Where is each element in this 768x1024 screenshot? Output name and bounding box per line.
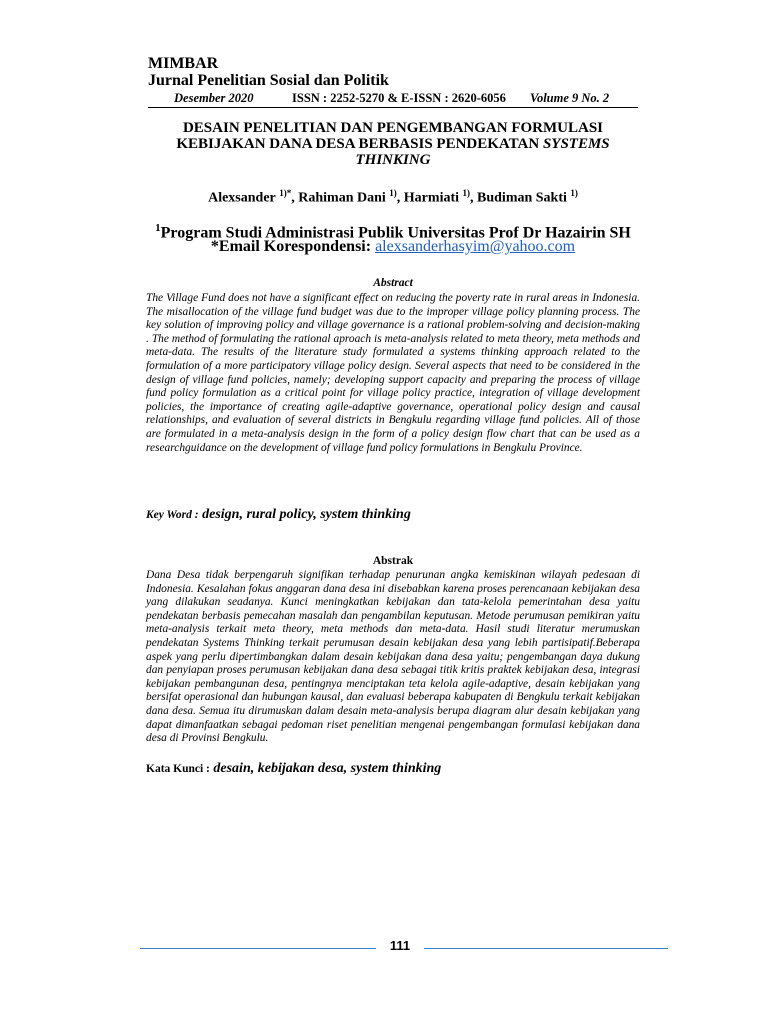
title-line-1: DESAIN PENELITIAN DAN PENGEMBANGAN FORMULASI [182,120,604,136]
paper-title [148,120,638,168]
author-list: Alexsander $^{1)*}$, Rahiman Dani $^{1)}$, Harmiati $^{1)}$, Budiman Sakti $^{1)}$ [208,188,578,206]
issue-line [148,90,638,108]
keywords-label: Key Word : [146,509,199,521]
author-name: Budiman Sakti [477,190,567,206]
affiliation-text: Program Studi Administrasi Publik Universitas Prof Dr Hazairin SH [160,224,631,242]
issue-volume: Volume 9 No. 2 [530,91,610,105]
email-label: *Email Korespondensi: [210,238,372,255]
abstract-keywords [146,506,640,524]
footer-rule-left [140,948,376,949]
author-mark: 1) [462,188,471,198]
author-name: Harmiati [403,190,460,206]
abstract-heading: Abstract [373,277,413,289]
affiliation-mark: 1 [155,222,161,234]
title-line-2 [148,136,638,152]
author-name: Rahiman Dani [298,190,386,206]
title-line-2-text: KEBIJAKAN DANA DESA BERBASIS PENDEKATAN [176,136,540,152]
email-link[interactable]: alexsanderhasyim@yahoo.com [375,238,576,255]
footer-rule-right [424,948,668,949]
issue-issn: ISSN : 2252-5270 & E-ISSN : 2620-6056 [292,91,506,105]
abstract-body: The Village Fund does not have a significant effect on reducing the poverty rate in rural areas in Indonesia. The misallocation of the village fund budget was due to the improper village policy planning process. The key solution of improving policy and village governance is a rational problem-solving and decision-making . The method of formulating the rational aproach is meta-analysis related to meta theory, meta methods and meta-data. The results of the literature study formulated a systems thinking approach related to the formulation of a more participatory village policy design. Several aspects that need to be considered in the design of village fund policies, namely; developing support capacity and preparing the process of village fund policy formulation as a critical point for village policy practice, integration of village development policies, the importance of creating agile-adaptive governance, operational policy design and causal relationships, and evaluation of several districts in Bengkulu regarding village fund policies. All of those are formulated in a meta-analysis design in the form of a policy design flow chart that can be used as a researchguidance on the development of village fund policy formulations in Bengkulu Province. [146,292,640,454]
kata-kunci-label: Kata Kunci : [146,763,210,775]
author-mark: 1) [389,188,397,198]
title-line-2-emphasis: SYSTEMS [542,136,610,152]
author-mark: 1) [570,188,578,198]
issue-date: Desember 2020 [174,91,254,105]
abstrak-keywords [146,760,640,778]
author-name: Alexsander [208,190,276,206]
title-line-3: THINKING [355,152,431,168]
abstrak-body: Dana Desa tidak berpengaruh signifikan terhadap penurunan angka kemiskinan wilayah pedesaan di Indonesia. Kesalahan fokus anggaran dana desa ini disebabkan karena proses perencanaan kebijakan desa yang dilakukan seadanya. Kunci meningkatkan kebijakan dan tata-kelola pemerintahan desa yaitu pendekatan berbasis pemecahan masalah dan pengambilan keputusan. Metode perumusan pemikiran yaitu meta-analysis terkait meta theory, meta methods dan meta-data. Hasil studi literatur merumuskan pendekatan Systems Thinking terkait perumusan desain kebijakan desa yang lebih partisipatif.Beberapa aspek yang perlu dipertimbangkan dalam desain kebijakan dana desa yaitu; pengembangan daya dukung dan penyiapan proses perumusan kebijakan dana desa sebagai titik kritis praktek kebijakan desa, integrasi kebijakan pembangunan desa, pentingnya menciptakan teta kelola agile-adaptive, desain kebijakan yang bersifat operasional dan hubungan kausal, dan evaluasi beberapa kabupaten di Bengkulu terkait kebijakan dana desa. Semua itu dirumuskan dalam desain meta-analysis berupa diagram alur desain kebijakan yang dapat dimanfaatkan sebagai pedoman riset penelitian mengenai pengembangan formulasi kebijakan dana desa di Provinsi Bengkulu. [146,569,640,745]
kata-kunci-value: desain, kebijakan desa, system thinking [213,761,442,776]
email-row [148,237,638,257]
page-number: 111 [389,938,411,953]
journal-name: MIMBAR [148,55,219,72]
abstrak-heading: Abstrak [372,555,414,567]
author-mark: 1)* [279,188,292,198]
journal-subtitle: Jurnal Penelitian Sosial dan Politik [148,72,389,89]
keywords-value: design, rural policy, system thinking [202,507,411,522]
